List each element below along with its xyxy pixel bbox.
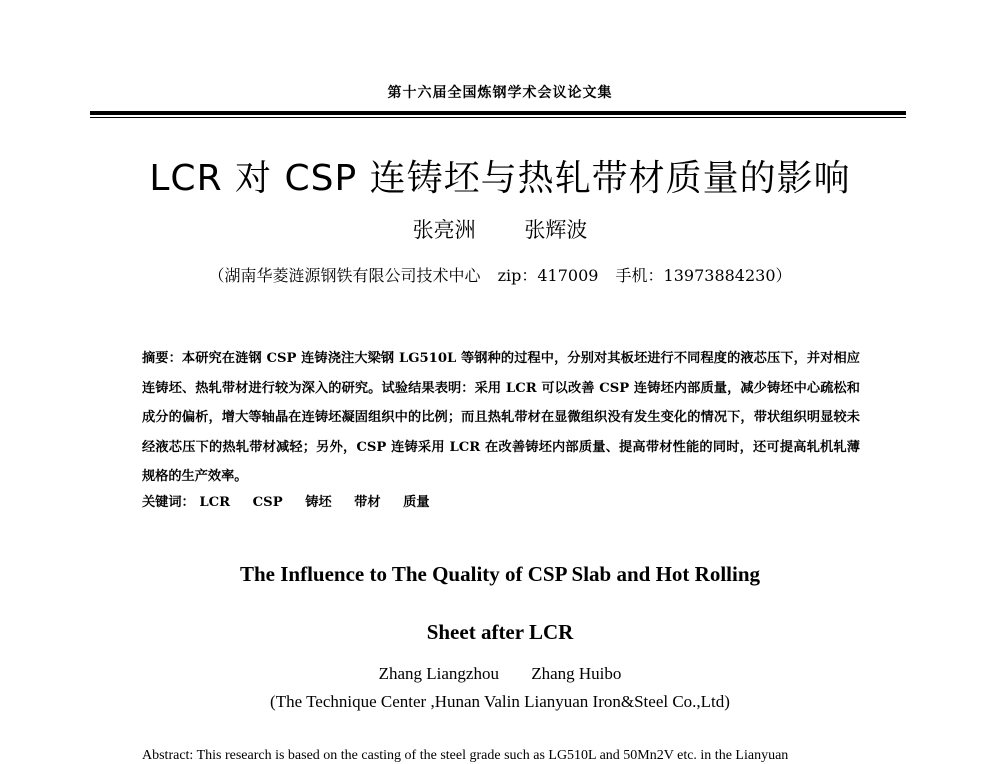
paper-title-zh: LCR 对 CSP 连铸坯与热轧带材质量的影响 — [149, 158, 851, 199]
keyword-item: CSP — [252, 495, 283, 510]
keywords-zh — [142, 492, 860, 514]
header-rule-thin — [90, 117, 906, 118]
keyword-item: LCR — [199, 495, 231, 510]
keyword-item: 质量 — [403, 495, 430, 510]
authors-zh — [0, 214, 1000, 244]
paper-title-en-line1: The Influence to The Quality of CSP Slab and Hot Rolling — [239, 562, 761, 586]
abstract-zh-label: 摘要： — [142, 351, 182, 366]
author-zh-2: 张辉波 — [524, 218, 588, 242]
header-rule-thick — [90, 111, 906, 115]
abstract-zh-text: 本研究在涟钢 CSP 连铸浇注大梁钢 LG510L 等钢种的过程中，分别对其板坯进行不同程度的液芯压下，并对相应连铸坯、热轧带材进行较为深入的研究。试验结果表明：采用 LCR 可以改善 CSP 连铸坯内部质量，减少铸坯中心疏松和成分的偏析，增大等轴晶在连铸坯凝固组织中的比例；而且热轧带材在显微组织没有发生变化的情况下，带状组织明显较未经液芯压下的热轧带材减轻；另外，CSP 连铸采用 LCR 在改善铸坯内部质量、提高带材性能的同时，还可提高轧机轧薄规格的生产效率。 — [142, 351, 860, 484]
affiliation-zh-org: （湖南华菱涟源钢铁有限公司技术中心 — [208, 266, 481, 285]
affiliation-zh-phone: 手机：13973884230） — [615, 266, 792, 285]
abstract-zh — [142, 344, 860, 492]
keyword-item: 铸坯 — [305, 495, 332, 510]
affiliation-zh-zip: zip：417009 — [497, 266, 599, 285]
author-en-2: Zhang Huibo — [531, 664, 622, 683]
authors-en — [0, 664, 1000, 684]
keyword-item: 带材 — [354, 495, 381, 510]
affiliation-zh — [0, 263, 1000, 286]
abstract-en-partial: Abstract: This research is based on the casting of the steel grade such as LG510L and 50Mn2V etc. in the Lianyuan — [142, 748, 789, 763]
affiliation-en: (The Technique Center ,Hunan Valin Lianyuan Iron&Steel Co.,Ltd) — [270, 692, 730, 711]
keywords-zh-label: 关键词： — [142, 495, 195, 510]
paper-title-en-line2: Sheet after LCR — [426, 620, 574, 644]
author-en-1: Zhang Liangzhou — [378, 664, 499, 683]
author-zh-1: 张亮洲 — [412, 218, 476, 242]
running-header: 第十六届全国炼钢学术会议论文集 — [387, 85, 613, 101]
